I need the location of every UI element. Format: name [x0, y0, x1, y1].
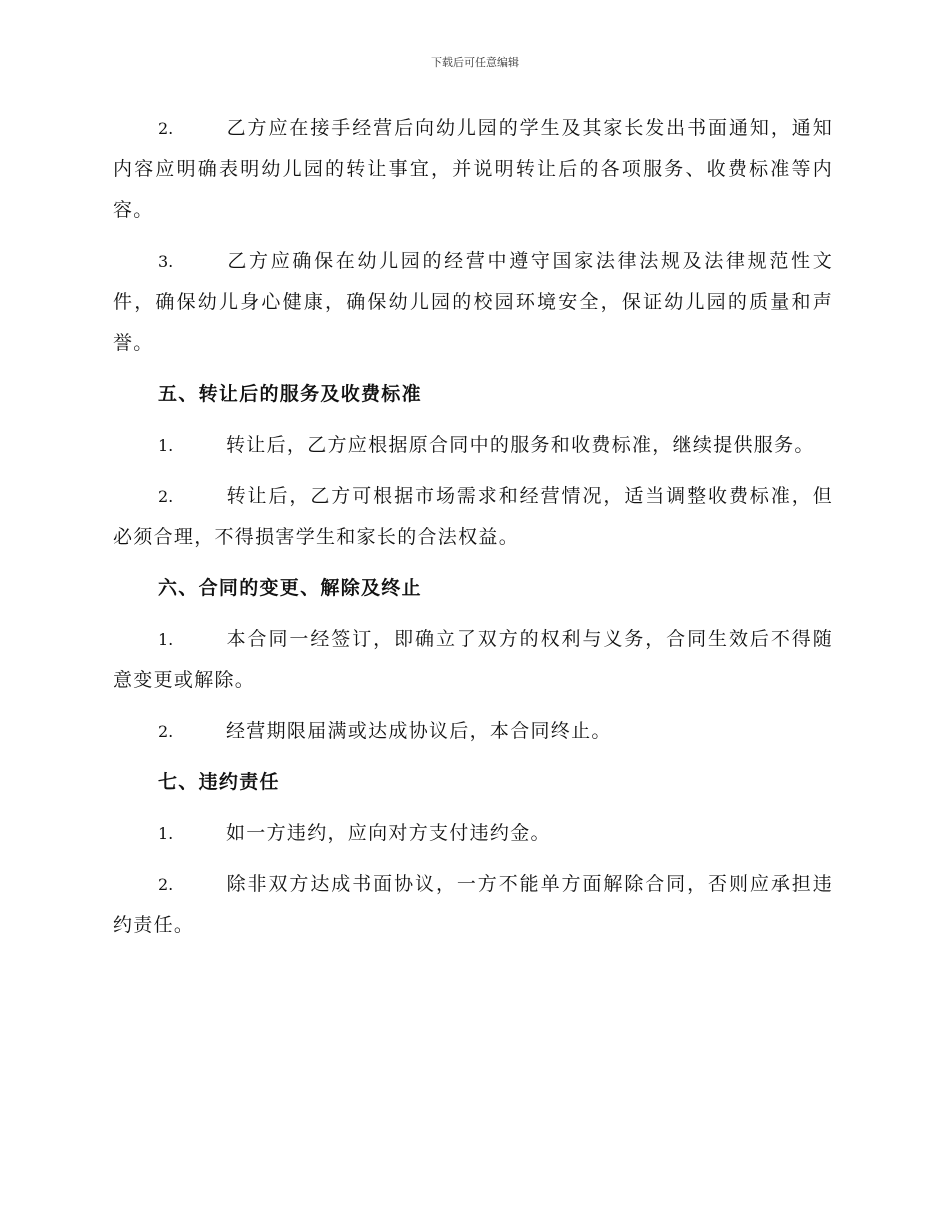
document-body	[113, 108, 833, 956]
clause-text: 如一方违约，应向对方支付违约金。	[226, 822, 551, 844]
clause-text: 转让后，乙方可根据市场需求和经营情况，适当调整收费标准，但必须合理，不得损害学生和家长的合法权益。	[113, 485, 833, 548]
page-header: 下载后可任意编辑	[431, 56, 519, 69]
clause-item	[113, 241, 833, 364]
clause-number: 1.	[158, 630, 174, 649]
clause-number: 1.	[158, 824, 174, 843]
clause-text: 经营期限届满或达成协议后，本合同终止。	[226, 720, 612, 742]
clause-item	[113, 425, 833, 466]
clause-number: 1.	[158, 436, 174, 455]
clause-number: 2.	[158, 487, 174, 506]
clause-item	[113, 711, 833, 752]
clause-number: 2.	[158, 722, 174, 741]
clause-number: 3.	[158, 252, 174, 271]
clause-item	[113, 619, 833, 701]
clause-number: 2.	[158, 119, 174, 138]
clause-item	[113, 813, 833, 854]
clause-text: 乙方应在接手经营后向幼儿园的学生及其家长发出书面通知，通知内容应明确表明幼儿园的转让事宜，并说明转让后的各项服务、收费标准等内容。	[113, 117, 833, 221]
section-heading: 五、转让后的服务及收费标准	[158, 383, 422, 405]
clause-item	[113, 476, 833, 558]
section-heading: 六、合同的变更、解除及终止	[158, 577, 422, 599]
clause-text: 除非双方达成书面协议，一方不能单方面解除合同，否则应承担违约责任。	[113, 873, 833, 936]
clause-text: 转让后，乙方应根据原合同中的服务和收费标准，继续提供服务。	[226, 434, 815, 456]
section-heading: 七、违约责任	[158, 771, 280, 793]
clause-number: 2.	[158, 875, 174, 894]
clause-item	[113, 108, 833, 231]
clause-text: 乙方应确保在幼儿园的经营中遵守国家法律法规及法律规范性文件，确保幼儿身心健康，确保幼儿园的校园环境安全，保证幼儿园的质量和声誉。	[113, 250, 833, 354]
clause-text: 本合同一经签订，即确立了双方的权利与义务，合同生效后不得随意变更或解除。	[113, 628, 833, 691]
clause-item	[113, 864, 833, 946]
